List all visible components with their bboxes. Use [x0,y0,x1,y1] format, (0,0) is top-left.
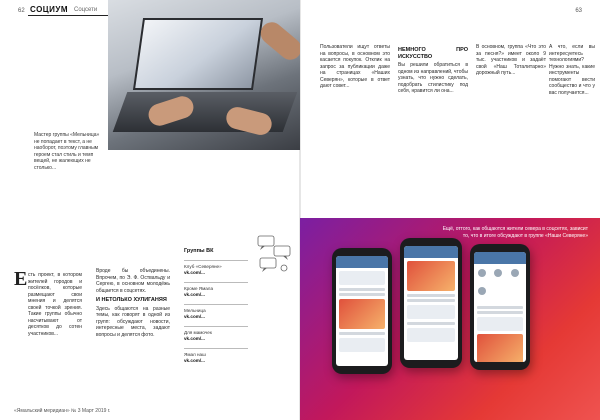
article-column-left-1 [14,272,82,337]
vk-group-link[interactable]: vk.com/... [184,358,205,363]
vk-group-item [184,282,248,298]
text-line [407,299,455,302]
photo-caption: Мастер группы «Мельница» не попадает в текст, а не наоборот, поэтому главным героем стал стиль и темп вещей, не жалеющих не столько... [34,132,100,171]
text-line [339,332,385,335]
vk-group-name: Для мамочек [184,330,212,335]
text-line [477,311,523,314]
avatar-row [474,264,526,304]
app-header-bar [336,256,388,268]
post-block [477,317,523,331]
post-block [339,271,385,285]
text-line [339,288,385,291]
text-line [407,294,455,297]
section-title: СОЦИУМ [30,5,69,14]
section-subtitle: Соцсети [74,7,98,13]
text-line [407,322,455,325]
avatar [511,269,519,277]
vk-group-link[interactable]: vk.com/... [184,270,205,275]
band-caption: Ещё, оттого, как общаются жители севера в соцсетях, зависит то, что в итоге обсуждают в группе «Наши Северяне» [442,226,588,239]
smartphone-mockup [332,248,392,374]
article-column-1: Пользователи ищут ответы на вопросы, в основном это касается покупок. Отклик на запрос за публикации даже на страницах «Наших Северян», которые в ответ дают совет... [320,44,390,89]
column-text: Вроде бы объединены. Впрочем, по Э. Ф. Оствальду и Сергею, в основном молодёжь общается в соцсетях. [96,268,170,294]
smartphone-mockup [400,238,462,368]
vk-group-item [184,348,248,364]
vk-group-name: Мельница [184,308,206,313]
smartphone-mockup [470,244,530,370]
vk-group-name: Кроме Ямала [184,286,214,291]
avatar [494,269,502,277]
hand-shape [256,18,300,64]
vk-group-link[interactable]: vk.com/... [184,336,205,341]
post-image [407,261,455,291]
vk-group-item [184,304,248,320]
phone-screen [474,252,526,362]
post-image [477,334,523,362]
laptop-photo [108,0,300,150]
text-line [339,293,385,296]
avatar [478,269,486,277]
page-number-left: 62 [18,8,25,14]
app-header-bar [404,246,458,258]
vk-groups-title: Группы ВК [184,248,214,254]
post-block [407,328,455,342]
article-column-4: А что, если вы интересуетесь технологиями? Нужно знать, какие инструменты помогают вести сообщество и что у вас получается... [549,44,595,96]
phone-screen [336,256,388,366]
column-text: Вы решили обратиться в одном из направлений, чтобы узнать, что нужно сделать, подобрать стилистику под себя, нравится ли она... [398,62,468,94]
vk-group-name: Ямал наш [184,352,206,357]
article-column-2 [398,44,468,95]
column-subhead: И НЕТОЛЬКО ХУЛИГАНЯЯ [96,297,167,303]
avatar [478,287,486,295]
footer-text: «Ямальский меридиан» № 3 Март 2019 г. [14,408,111,414]
page-number-right: 63 [575,8,582,14]
chat-bubbles-graphic [254,232,296,280]
drop-cap: Е [14,268,28,290]
article-column-3: В основном, группа «Что это за песня?» имеет около 9 тыс. участников и задаёт свой «Наш Тоталитарно» дорожный путь... [476,44,546,76]
column-text: Здесь общаются на разные темы, как говорят в одной из групп: обсуждают новости, интересные места, задают вопросы и делятся фото. [96,305,170,338]
text-line [477,306,523,309]
laptop-screen [133,18,263,90]
vk-group-link[interactable]: vk.com/... [184,292,205,297]
vk-group-item [184,326,248,342]
vk-group-item [184,260,248,276]
app-header-bar [474,252,526,264]
post-image [339,299,385,329]
article-column-left-2 [96,268,170,338]
phone-screen [404,246,458,360]
post-block [407,305,455,319]
column-subhead: НЕМНОГО ПРО ИСКУССТВО [398,47,468,60]
vk-group-link[interactable]: vk.com/... [184,314,205,319]
post-block [339,338,385,352]
chat-bubbles-icon [254,232,296,280]
vk-groups-sidebar [184,248,248,370]
column-text: сть проект, в котором жителей городов и посёлков, которые размещают свои мнения и делятся своей точкой зрения. Такие группы обычно насчитывают от десятков до сотен участников... [28,272,82,337]
vk-group-name: Клуб «Северяне» [184,264,222,269]
